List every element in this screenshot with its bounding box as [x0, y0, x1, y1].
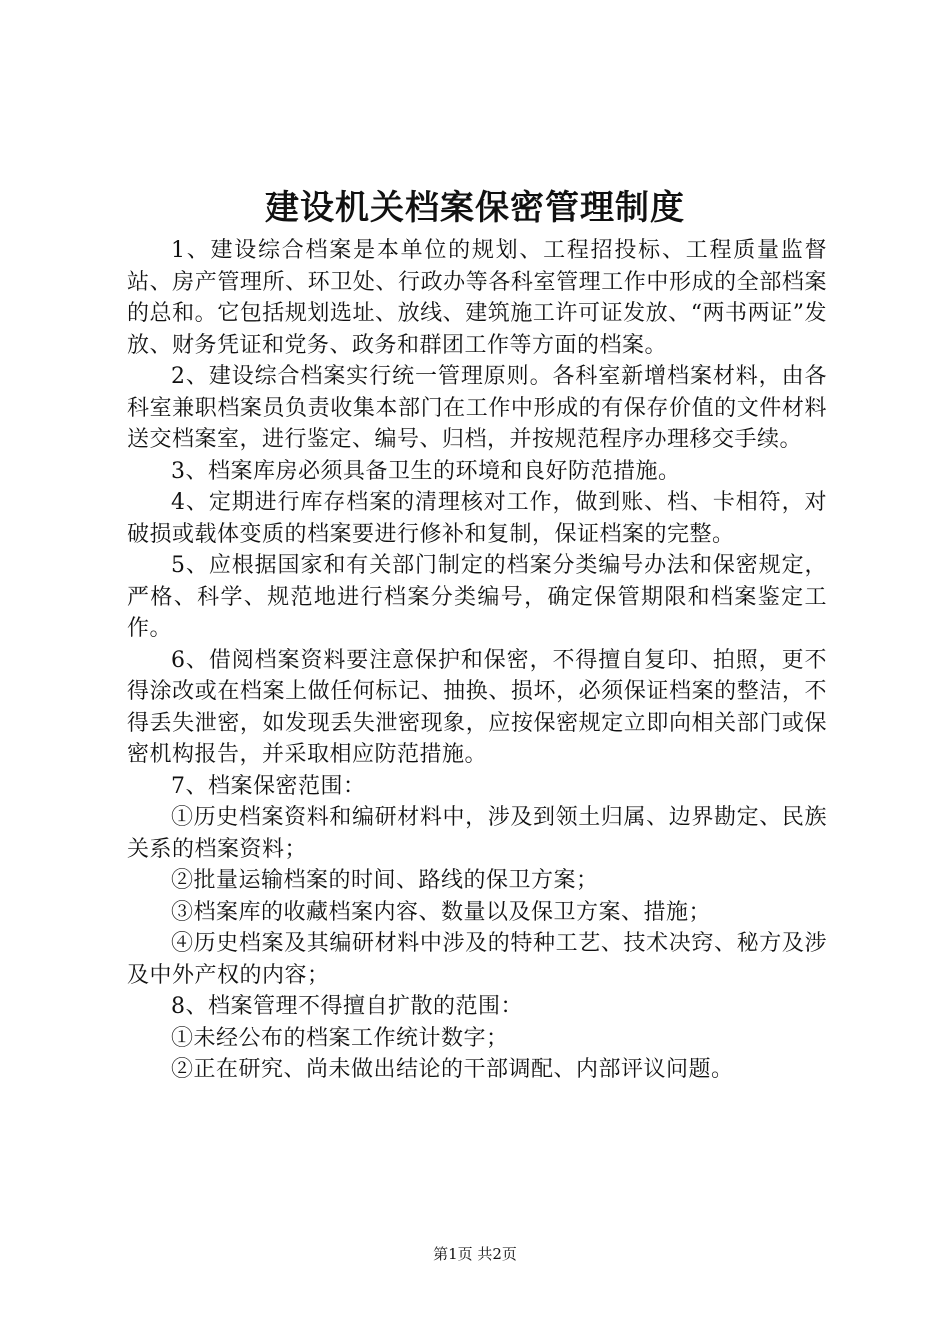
paragraph-7-item-4: ④历史档案及其编研材料中涉及的特种工艺、技术决窍、秘方及涉及中外产权的内容； [127, 931, 827, 988]
paragraph-2: 2、建设综合档案实行统一管理原则。各科室新增档案材料，由各科室兼职档案员负责收集本部门在工作中形成的有保存价值的文件材料送交档案室，进行鉴定、编号、归档，并按规范程序办理移交手续。 [127, 364, 827, 452]
paragraph-5: 5、应根据国家和有关部门制定的档案分类编号办法和保密规定，严格、科学、规范地进行档案分类编号，确定保管期限和档案鉴定工作。 [127, 553, 827, 641]
paragraph-7: 7、档案保密范围： [171, 773, 366, 799]
paragraph-8-item-2: ②正在研究、尚未做出结论的干部调配、内部评议问题。 [171, 1057, 734, 1082]
paragraph-7-item-2: ②批量运输档案的时间、路线的保卫方案； [171, 868, 599, 893]
paragraph-6: 6、借阅档案资料要注意保护和保密，不得擅自复印、拍照，更不得涂改或在档案上做任何标记、抽换、损坏，必须保证档案的整洁，不得丢失泄密，如发现丢失泄密现象，应按保密规定立即向相关部门或保密机构报告，并采取相应防范措施。 [127, 647, 827, 767]
document-title: 建设机关档案保密管理制度 [265, 188, 685, 228]
paragraph-7-item-1: ①历史档案资料和编研材料中，涉及到领土归属、边界勘定、民族关系的档案资料； [127, 805, 827, 862]
paragraph-4: 4、定期进行库存档案的清理核对工作，做到账、档、卡相符，对破损或载体变质的档案要进行修补和复制，保证档案的完整。 [127, 490, 827, 547]
paragraph-3: 3、档案库房必须具备卫生的环境和良好防范措施。 [171, 458, 681, 484]
paragraph-1: 1、建设综合档案是本单位的规划、工程招投标、工程质量监督站、房产管理所、环卫处、行政办等各科室管理工作中形成的全部档案的总和。它包括规划选址、放线、建筑施工许可证发放、“两书两证”发放、财务凭证和党务、政务和群团工作等方面的档案。 [127, 238, 827, 358]
paragraph-8-item-1: ①未经公布的档案工作统计数字； [171, 1025, 509, 1051]
page-footer: 第1页 共2页 [433, 1245, 517, 1263]
paragraph-8: 8、档案管理不得擅自扩散的范围： [171, 994, 523, 1019]
paragraph-7-item-3: ③档案库的收藏档案内容、数量以及保卫方案、措施； [171, 899, 712, 925]
document-body [127, 235, 827, 1086]
